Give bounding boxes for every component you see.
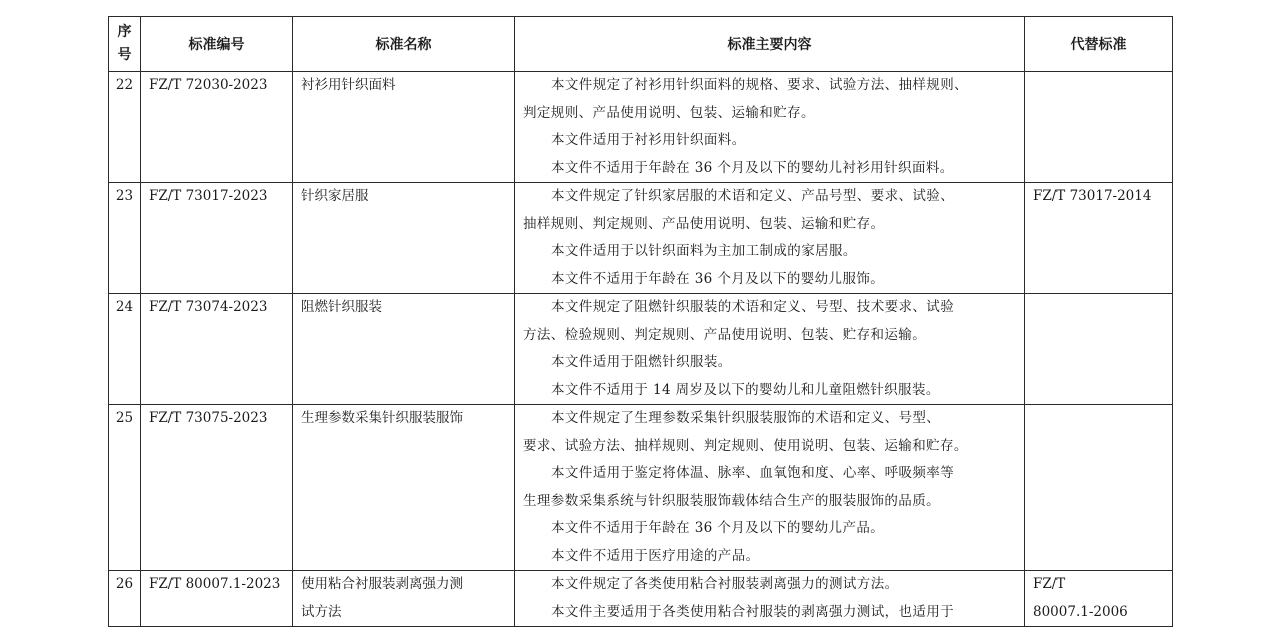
- row-number: 22: [109, 72, 141, 183]
- replaced-standard: [1025, 72, 1173, 183]
- standard-code: FZ/T 72030-2023: [141, 72, 293, 183]
- standard-code: FZ/T 80007.1-2023: [141, 571, 293, 627]
- content-line: 要求、试验方法、抽样规则、判定规则、使用说明、包装、运输和贮存。: [523, 437, 968, 454]
- table-row: [109, 571, 1173, 627]
- content-line: 生理参数采集系统与针织服装服饰载体结合生产的服装服饰的品质。: [523, 492, 940, 509]
- table-row: [109, 405, 1173, 571]
- content-line: 本文件不适用于 14 周岁及以下的婴幼儿和儿童阻燃针织服装。: [551, 381, 940, 398]
- row-number: 25: [109, 405, 141, 571]
- content-line: 抽样规则、判定规则、产品使用说明、包装、运输和贮存。: [523, 215, 885, 232]
- content-line: 本文件不适用于年龄在 36 个月及以下的婴幼儿产品。: [551, 520, 885, 536]
- standard-code: FZ/T 73075-2023: [141, 405, 293, 571]
- content-line: 本文件不适用于年龄在 36 个月及以下的婴幼儿衬衫用针织面料。: [551, 159, 954, 176]
- content-line: 判定规则、产品使用说明、包装、运输和贮存。: [523, 104, 815, 121]
- standard-name: 生理参数采集针织服装服饰: [293, 405, 515, 571]
- standard-code: FZ/T 73074-2023: [141, 294, 293, 405]
- content-line: 本文件不适用于年龄在 36 个月及以下的婴幼儿服饰。: [551, 270, 885, 287]
- table-row: [109, 183, 1173, 294]
- replaced-standard: [1025, 405, 1173, 571]
- replaced-standard-line: FZ/T: [1033, 576, 1066, 592]
- header-seq-line2: 号: [117, 47, 132, 63]
- row-number: 24: [109, 294, 141, 405]
- table-header-row: [109, 17, 1173, 72]
- row-number: 23: [109, 183, 141, 294]
- content-line: 本文件不适用于医疗用途的产品。: [551, 547, 760, 564]
- header-seq-line1: 序: [117, 24, 132, 40]
- content-line: 本文件适用于阻燃针织服装。: [551, 354, 732, 370]
- standard-code: FZ/T 73017-2023: [141, 183, 293, 294]
- replaced-standard: [1025, 294, 1173, 405]
- row-number: 26: [109, 571, 141, 627]
- content-line: 本文件规定了阻燃针织服装的术语和定义、号型、技术要求、试验: [551, 299, 955, 315]
- content-line: 本文件规定了生理参数采集针织服装服饰的术语和定义、号型、: [551, 410, 941, 426]
- standard-content: [515, 294, 1025, 405]
- standard-name: 衬衫用针织面料: [293, 72, 515, 183]
- content-line: 本文件规定了各类使用粘合衬服装剥离强力的测试方法。: [551, 576, 899, 592]
- standard-name: [293, 571, 515, 627]
- content-line: 本文件适用于衬衫用针织面料。: [551, 132, 746, 148]
- replaced-standard: FZ/T 73017-2014: [1025, 183, 1173, 294]
- table-row: [109, 294, 1173, 405]
- replaced-standard-line: 80007.1-2006: [1033, 603, 1128, 620]
- standard-name: 阻燃针织服装: [293, 294, 515, 405]
- standard-content: [515, 183, 1025, 294]
- standard-name-line: 使用粘合衬服装剥离强力测: [301, 576, 463, 592]
- standard-content: [515, 405, 1025, 571]
- content-line: 本文件规定了针织家居服的术语和定义、产品号型、要求、试验、: [551, 188, 955, 204]
- header-replaces: 代替标准: [1025, 17, 1173, 72]
- header-content: 标准主要内容: [515, 17, 1025, 72]
- content-line: 本文件适用于以针织面料为主加工制成的家居服。: [551, 243, 857, 259]
- standard-name: 针织家居服: [293, 183, 515, 294]
- header-name: 标准名称: [293, 17, 515, 72]
- content-line: 方法、检验规则、判定规则、产品使用说明、包装、贮存和运输。: [523, 326, 927, 343]
- header-code: 标准编号: [141, 17, 293, 72]
- standard-content: [515, 571, 1025, 627]
- standard-content: [515, 72, 1025, 183]
- content-line: 本文件适用于鉴定将体温、脉率、血氧饱和度、心率、呼吸频率等: [551, 465, 955, 481]
- replaced-standard: [1025, 571, 1173, 627]
- header-seq: [109, 17, 141, 72]
- content-line: 本文件主要适用于各类使用粘合衬服装的剥离强力测试，也适用于: [551, 603, 955, 620]
- content-line: 本文件规定了衬衫用针织面料的规格、要求、试验方法、抽样规则、: [551, 77, 968, 93]
- standards-table: [108, 16, 1173, 627]
- standard-name-line: 试方法: [301, 603, 342, 620]
- table-row: [109, 72, 1173, 183]
